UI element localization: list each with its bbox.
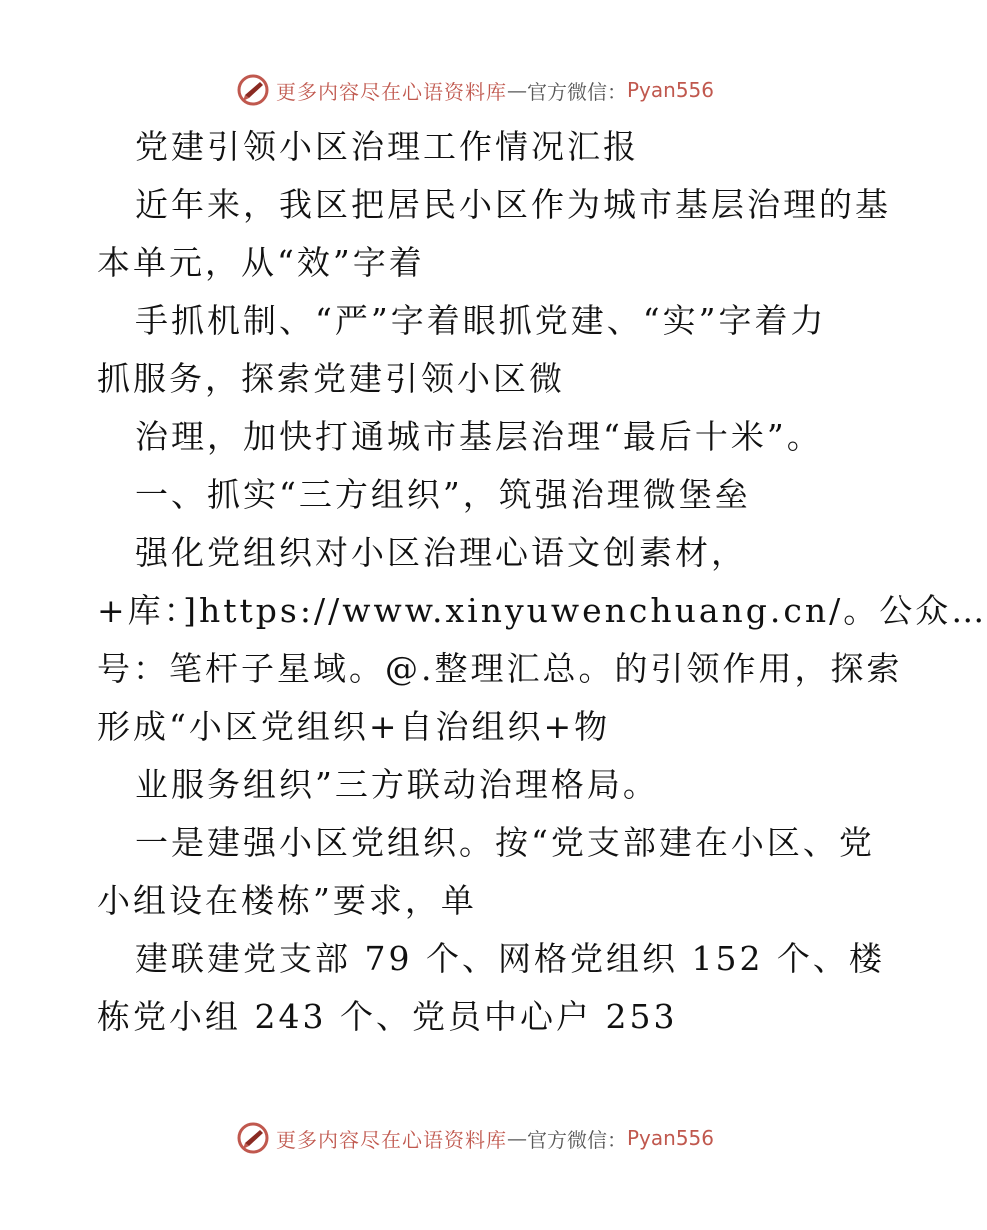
watermark-separator: — [506,78,527,102]
brush-logo-icon [236,1121,270,1155]
document-line: 一、抓实“三方组织”，筑强治理微堡垒 [135,475,751,514]
footer-watermark [0,1118,950,1158]
document-line: 小组设在楼栋”要求，单 [97,881,477,920]
document-line: +库：]https://www.xinyuwenchuang.cn/。公众… [97,591,987,630]
watermark-brand-text: 更多内容尽在心语资料库 [275,1127,507,1152]
document-line: 形成“小区党组织+自治组织+物 [97,707,611,746]
watermark-brand-text: 更多内容尽在心语资料库 [275,79,507,104]
document-line: 号：笔杆子星域。@.整理汇总。的引领作用，探索 [97,649,903,688]
watermark-separator: — [506,1126,527,1150]
watermark-wechat-label: 官方微信： [526,79,627,104]
document-line: 近年来，我区把居民小区作为城市基层治理的基 [135,185,891,224]
brush-logo-icon [236,73,270,107]
document-line: 一是建强小区党组织。按“党支部建在小区、党 [135,823,875,862]
document-line: 业服务组织”三方联动治理格局。 [135,765,659,804]
document-line: 治理，加快打通城市基层治理“最后十米”。 [135,417,823,456]
document-line: 强化党组织对小区治理心语文创素材， [135,533,747,572]
header-watermark [0,70,950,110]
document-line: 抓服务，探索党建引领小区微 [97,359,565,398]
document-line: 党建引领小区治理工作情况汇报 [135,127,639,166]
document-body [97,118,987,1046]
document-line: 手抓机制、“严”字着眼抓党建、“实”字着力 [135,301,827,340]
document-line: 本单元，从“效”字着 [97,243,425,282]
document-line: 栋党小组 243 个、党员中心户 253 [97,997,678,1036]
watermark-wechat-label: 官方微信： [526,1127,627,1152]
watermark-wechat-id: Pyan556 [626,78,714,102]
watermark-wechat-id: Pyan556 [626,1126,714,1150]
document-line: 建联建党支部 79 个、网格党组织 152 个、楼 [135,939,885,978]
